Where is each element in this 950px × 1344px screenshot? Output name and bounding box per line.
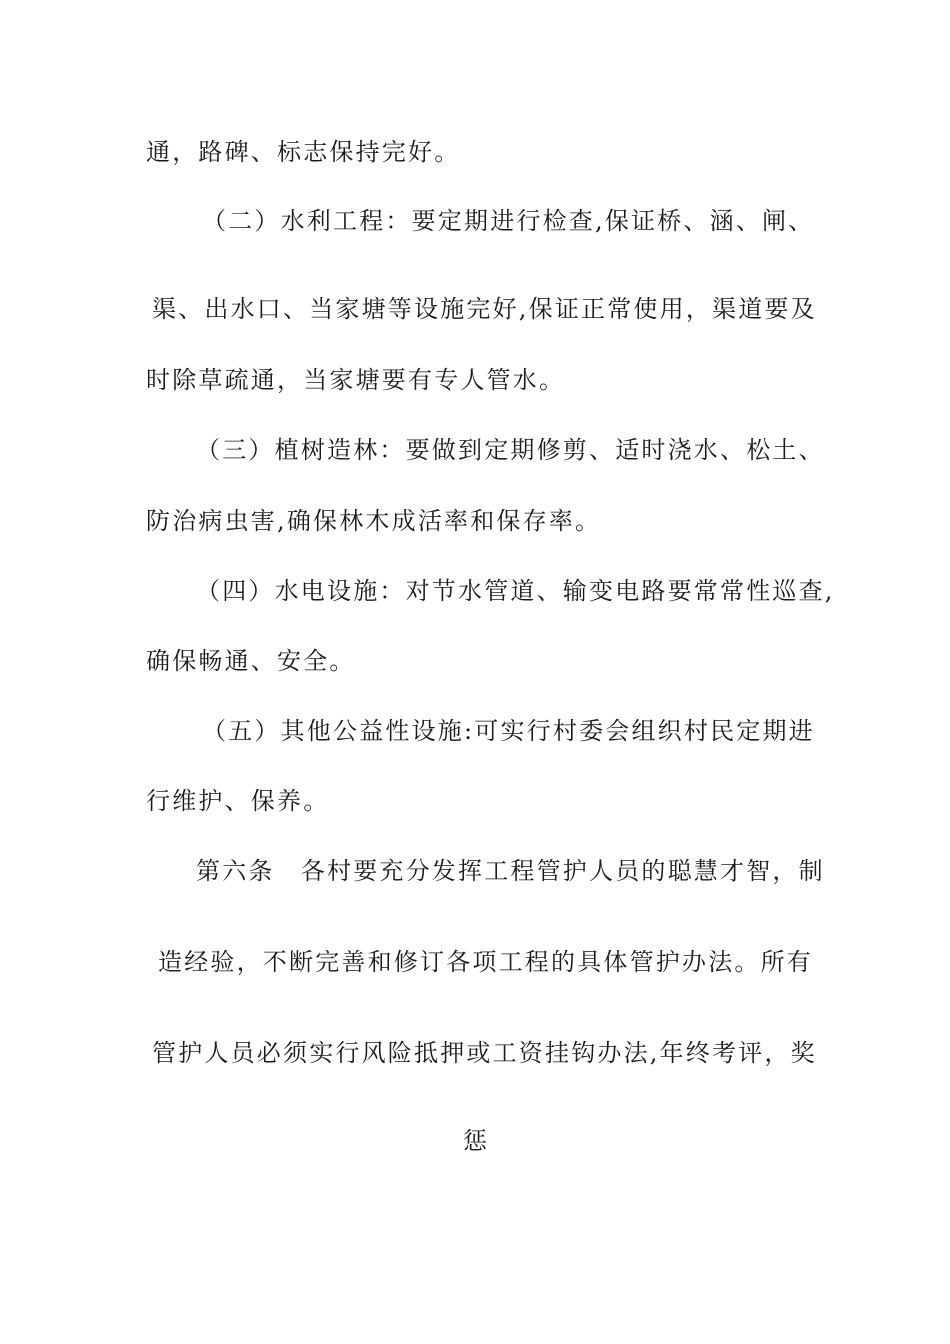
paragraph-line: 时除草疏通，当家塘要有专人管水。 xyxy=(146,366,566,394)
paragraph-line: 防治病虫害,确保林木成活率和保存率。 xyxy=(146,507,602,535)
paragraph-line: （五）其他公益性设施:可实行村委会组织村民定期进 xyxy=(202,717,815,745)
paragraph-line: （二）水利工程：要定期进行检查,保证桥、涵、闸、 xyxy=(202,207,815,235)
article-heading-line: 第六条 各村要充分发挥工程管护人员的聪慧才智，制 xyxy=(196,857,825,885)
paragraph-line: 渠、出水口、当家塘等设施完好,保证正常使用，渠道要及 xyxy=(152,295,817,323)
paragraph-line: 管护人员必须实行风险抵押或工资挂钩办法,年终考评，奖 xyxy=(152,1039,817,1067)
paragraph-line: 惩 xyxy=(463,1127,490,1155)
paragraph-line: 确保畅通、安全。 xyxy=(146,647,356,675)
paragraph-line: （四）水电设施：对节水管道、输变电路要常常性巡查, xyxy=(196,577,835,605)
paragraph-line: 通，路碑、标志保持完好。 xyxy=(146,138,461,166)
paragraph-line: 造经验，不断完善和修订各项工程的具体管护办法。所有 xyxy=(158,948,813,976)
paragraph-line: （三）植树造林：要做到定期修剪、适时浇水、松土、 xyxy=(196,436,825,464)
paragraph-line: 行维护、保养。 xyxy=(146,787,330,815)
